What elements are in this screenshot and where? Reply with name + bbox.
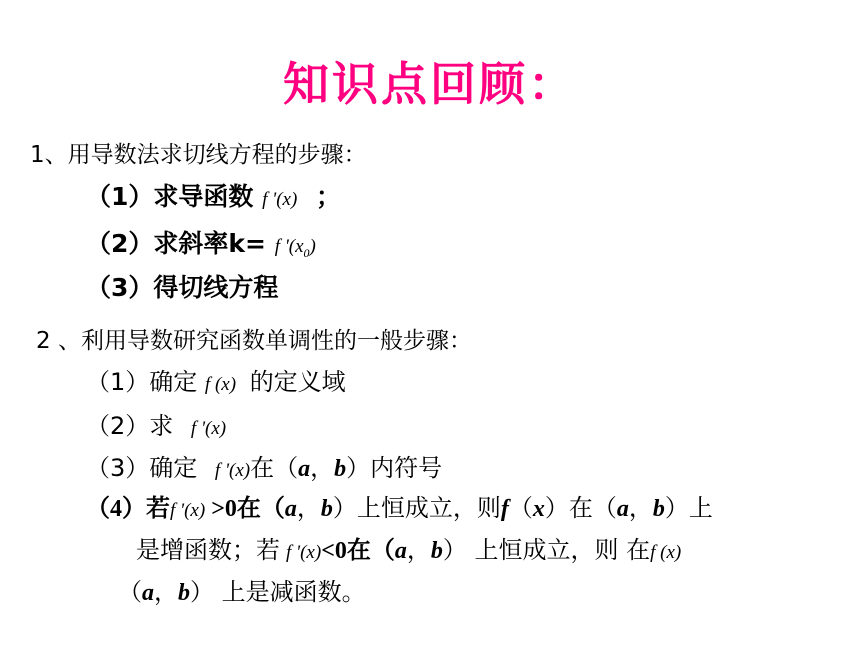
section2-heading: 2 、利用导数研究函数单调性的一般步骤： xyxy=(36,328,472,354)
s2-step4-comma: ， xyxy=(296,494,321,522)
s2-step4-math: f '(x) xyxy=(170,500,206,521)
section1-heading: 1、用导数法求切线方程的步骤： xyxy=(30,142,367,168)
section2-step4-line3 xyxy=(118,572,366,607)
s2-step4-i: ）上 xyxy=(664,494,713,522)
s2-step4-var-a2: a xyxy=(616,496,629,522)
step2-math-subscript: 0 xyxy=(303,245,310,260)
step2-math-main: f '(x xyxy=(274,236,304,257)
s2-step4-var-b2: b xyxy=(652,496,665,522)
s2-step4-l3-var-b: b xyxy=(178,580,190,606)
s2-step3-d: ）内符号 xyxy=(346,454,443,482)
s2-step4-l3-d: ） 上是减函数。 xyxy=(190,578,366,606)
s2-step4-l2-var-a: a xyxy=(394,538,407,564)
s2-step3-var-b: b xyxy=(334,456,347,482)
s2-step4-l3-var-a: a xyxy=(142,580,154,606)
step2-math xyxy=(274,236,316,260)
s2-step4-x: x xyxy=(532,496,545,522)
s2-step4-l2-b: <0在（ xyxy=(321,538,395,564)
s2-step3-comma: ， xyxy=(310,454,335,482)
section1-step3: （3）得切线方程 xyxy=(86,273,279,302)
s2-step4-l2-a: 是增函数；若 xyxy=(136,536,280,564)
s2-step4-l2-math2: f (x) xyxy=(650,542,682,563)
s2-step4-l2-d: ） 上恒成立，则 在 xyxy=(442,536,651,564)
step2-label: （2）求斜率k= xyxy=(86,229,266,258)
s2-step4-e: （ xyxy=(508,494,533,522)
section1-step1 xyxy=(86,177,341,213)
s2-step4-a: （4）若 xyxy=(86,496,170,522)
section1-step2 xyxy=(86,224,316,261)
s2-step1-a: （1）确定 xyxy=(86,368,198,396)
s2-step4-g: ）在（ xyxy=(544,494,617,522)
s2-step3-b: 在（ xyxy=(250,454,299,482)
s2-step4-f: f xyxy=(500,496,509,522)
s2-step4-l3-a: （ xyxy=(118,578,142,606)
s2-step2-math: f '(x) xyxy=(190,418,227,439)
s2-step4-var-a: a xyxy=(284,496,297,522)
step1-math: f '(x) xyxy=(262,189,298,210)
s2-step4-var-b: b xyxy=(320,496,333,522)
s2-step1-math: f (x) xyxy=(204,374,237,395)
s2-step4-b: >0在（ xyxy=(211,496,285,522)
section2-step3 xyxy=(86,448,442,483)
page-title: 知识点回顾： xyxy=(283,57,577,111)
s2-step2-a: （2）求 xyxy=(86,412,174,440)
s2-step1-b: 的定义域 xyxy=(249,368,346,396)
s2-step4-comma2: ， xyxy=(628,494,653,522)
section2-step2 xyxy=(86,406,226,441)
s2-step4-d: ）上恒成立，则 xyxy=(332,494,501,522)
s2-step4-l3-comma: ， xyxy=(154,578,178,606)
s2-step4-l2-comma: ， xyxy=(406,536,431,564)
s2-step3-var-a: a xyxy=(298,456,311,482)
step2-math-close: ) xyxy=(309,236,316,257)
s2-step3-math: f '(x) xyxy=(214,460,251,481)
section2-step1 xyxy=(86,362,346,397)
step1-suffix: ； xyxy=(316,182,342,211)
step1-label: （1）求导函数 xyxy=(86,182,254,211)
section2-step4-line1 xyxy=(86,488,713,523)
s2-step3-a: （3）确定 xyxy=(86,454,198,482)
s2-step4-l2-math: f '(x) xyxy=(286,542,322,563)
s2-step4-l2-var-b: b xyxy=(430,538,443,564)
section2-step4-line2 xyxy=(136,530,681,565)
